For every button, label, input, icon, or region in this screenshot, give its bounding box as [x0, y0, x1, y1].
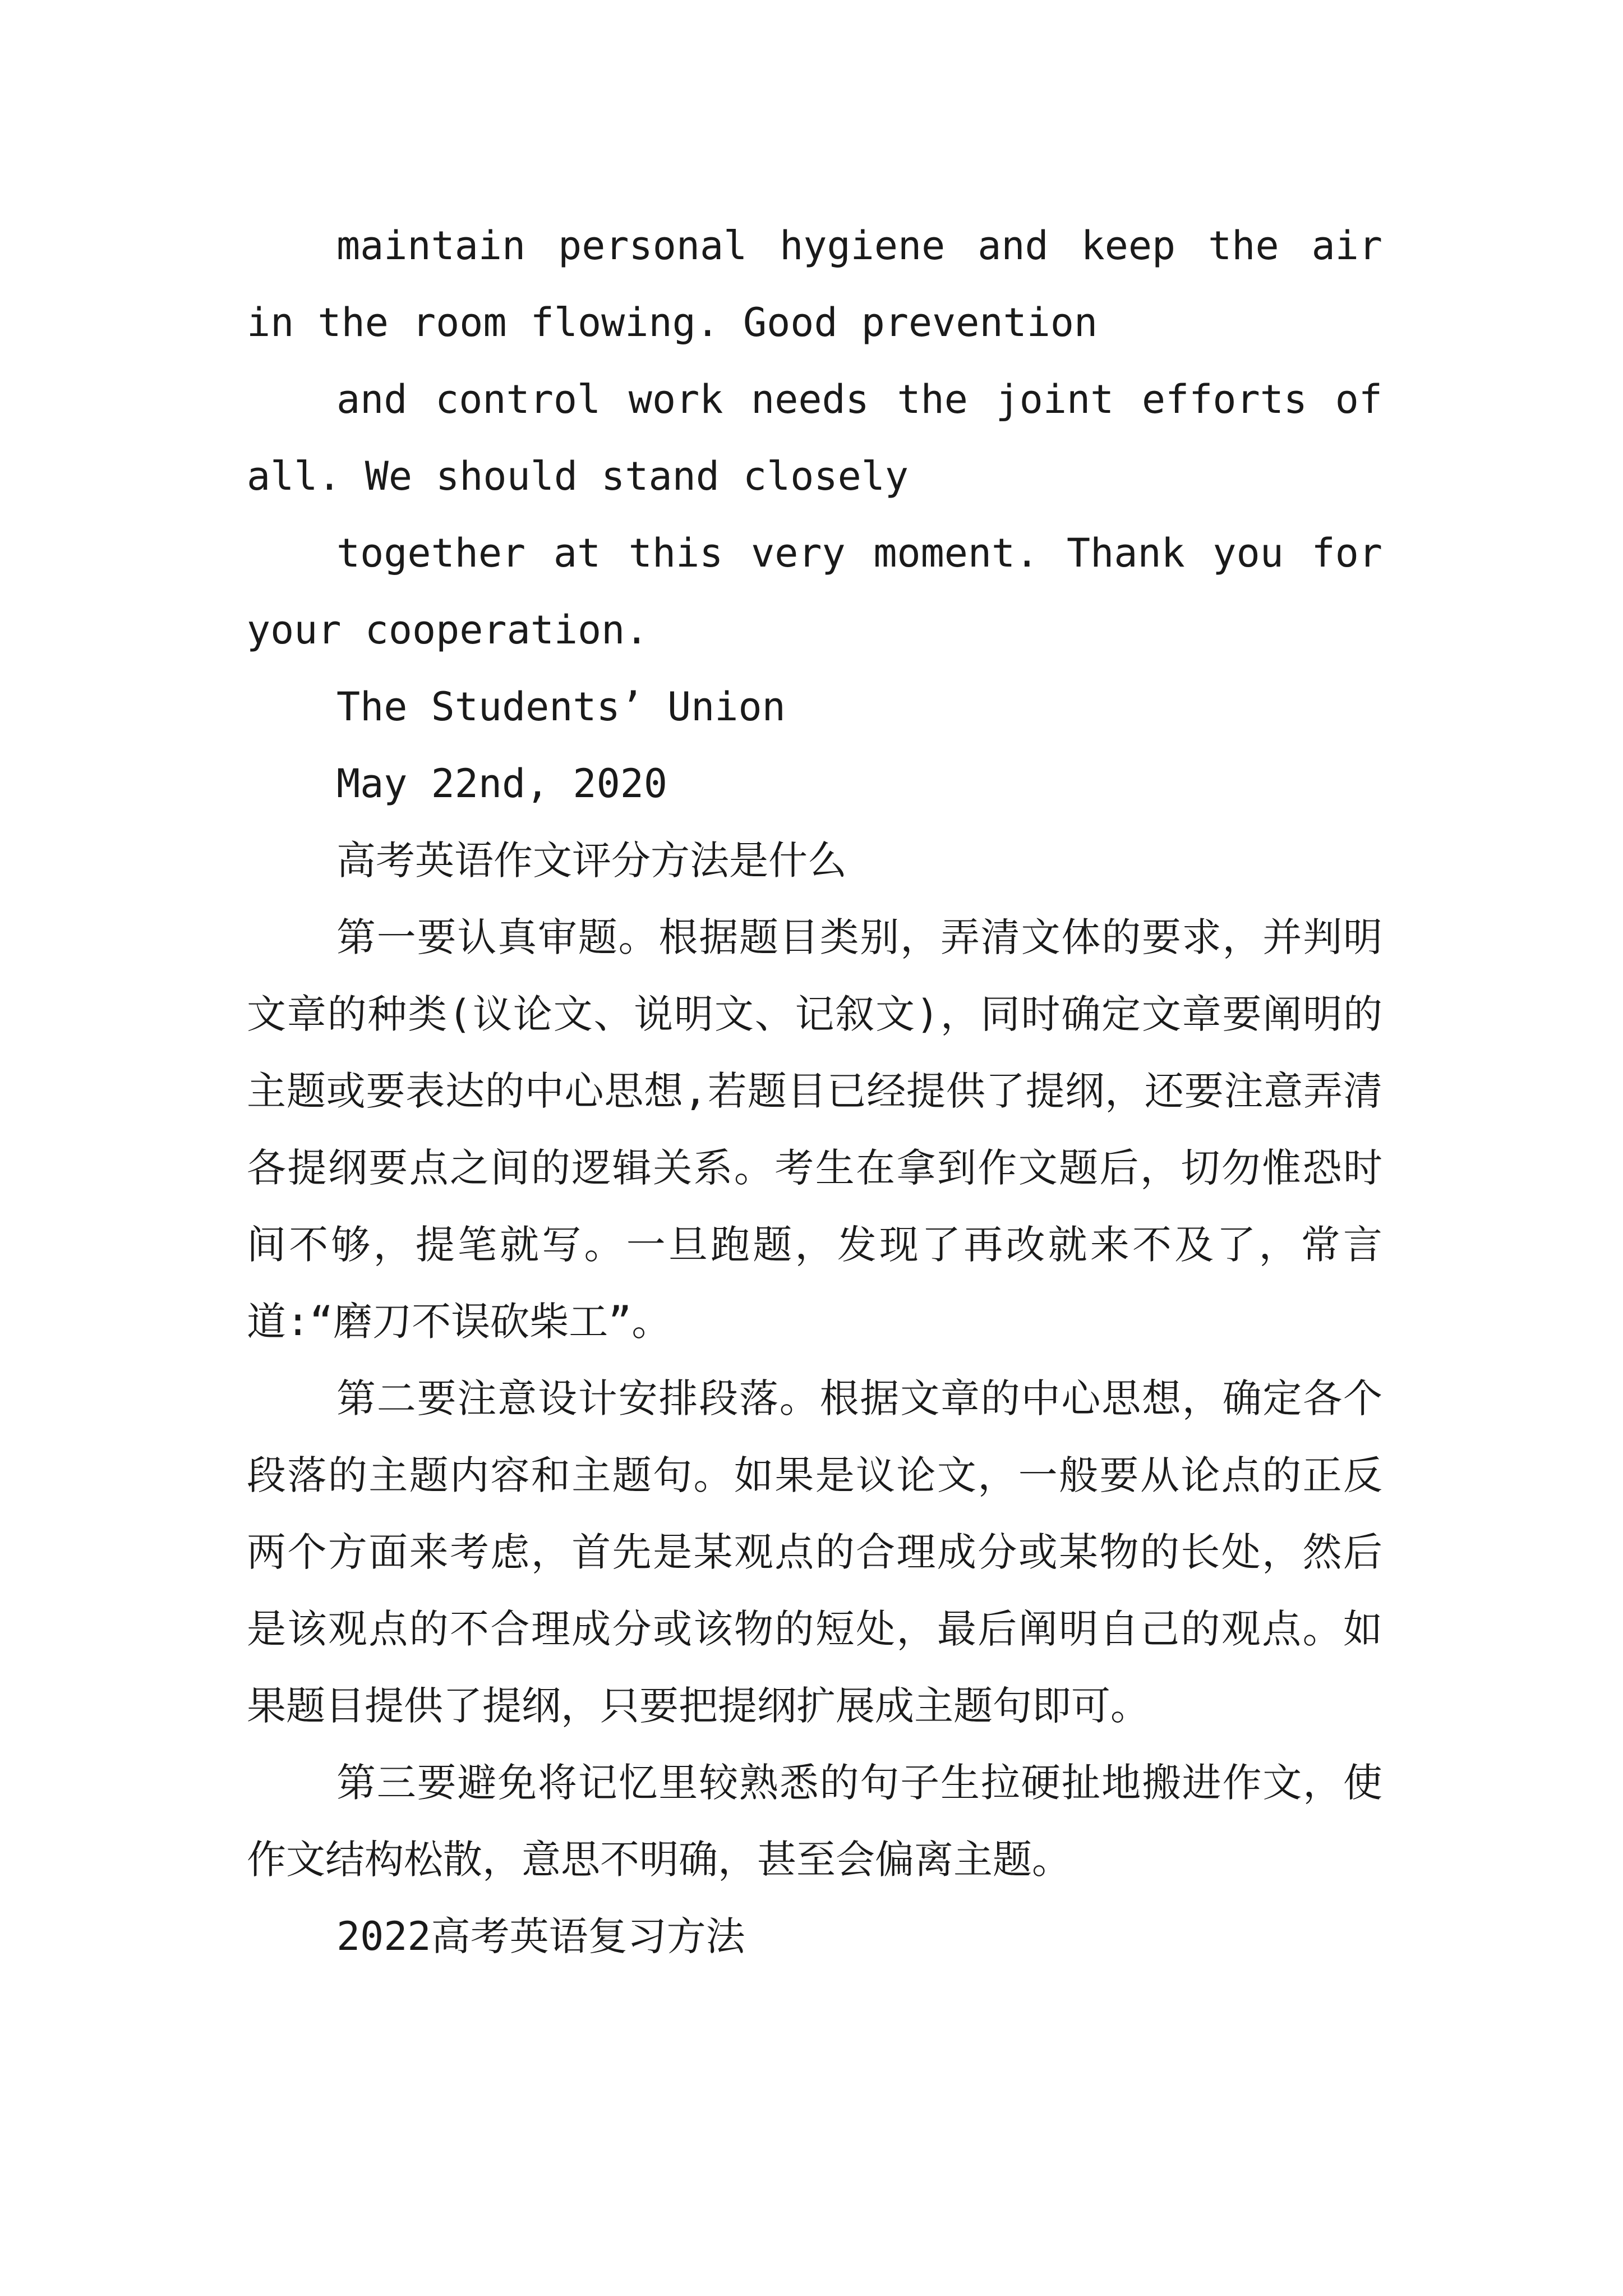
date: May 22nd, 2020: [336, 761, 668, 807]
paragraph-hygiene: maintain personal hygiene and keep the air in the room flowing. Good prevention: [247, 223, 1382, 346]
paragraph-second-point: 第二要注意设计安排段落。根据文章的中心思想，确定各个段落的主题内容和主题句。如果是议论文，一般要从论点的正反两个方面来考虑，首先是某观点的合理成分或某物的长处，然后是该观点的不合理成分或该物的短处，最后阐明自己的观点。如果题目提供了提纲，只要把提纲扩展成主题句即可。: [247, 1375, 1382, 1729]
document-body: [247, 208, 1382, 1975]
paragraph-third-point: 第三要避免将记忆里较熟悉的句子生拉硬扯地搬进作文，使作文结构松散，意思不明确，甚至会偏离主题。: [247, 1760, 1382, 1883]
heading-scoring-method: 高考英语作文评分方法是什么: [336, 838, 847, 884]
paragraph-first-point: 第一要认真审题。根据题目类别，弄清文体的要求，并判明文章的种类(议论文、说明文、记叙文)，同时确定文章要阐明的主题或要表达的中心思想,若题目已经提供了提纲，还要注意弄清各提纲要点之间的逻辑关系。考生在拿到作文题后，切勿惟恐时间不够，提笔就写。一旦跑题，发现了再改就来不及了，常言道:“磨刀不误砍柴工”。: [247, 914, 1382, 1345]
heading-review-method: 2022高考英语复习方法: [336, 1913, 745, 1959]
signature: The Students’ Union: [336, 684, 786, 730]
paragraph-joint-efforts: and control work needs the joint efforts of all. We should stand closely: [247, 376, 1382, 499]
paragraph-cooperation: together at this very moment. Thank you for your cooperation.: [247, 530, 1382, 653]
